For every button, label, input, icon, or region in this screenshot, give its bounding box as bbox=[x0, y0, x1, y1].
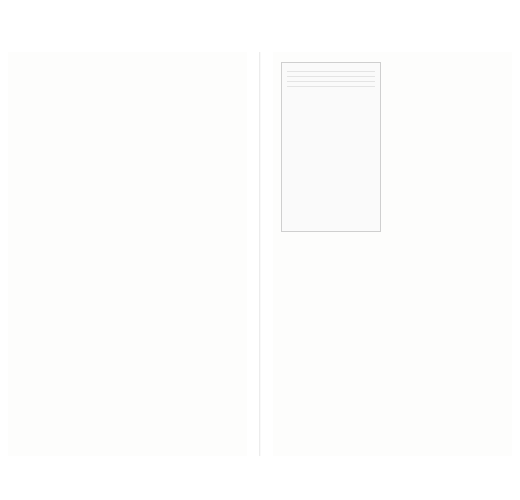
left-page-body-text bbox=[18, 92, 236, 417]
article-title bbox=[479, 62, 509, 172]
left-page bbox=[8, 52, 247, 456]
credit-row bbox=[287, 87, 375, 91]
page-gutter bbox=[259, 52, 261, 456]
right-page bbox=[273, 52, 512, 456]
article-intro bbox=[405, 62, 477, 212]
dialogue-text bbox=[287, 240, 509, 418]
credits-box bbox=[281, 62, 381, 232]
